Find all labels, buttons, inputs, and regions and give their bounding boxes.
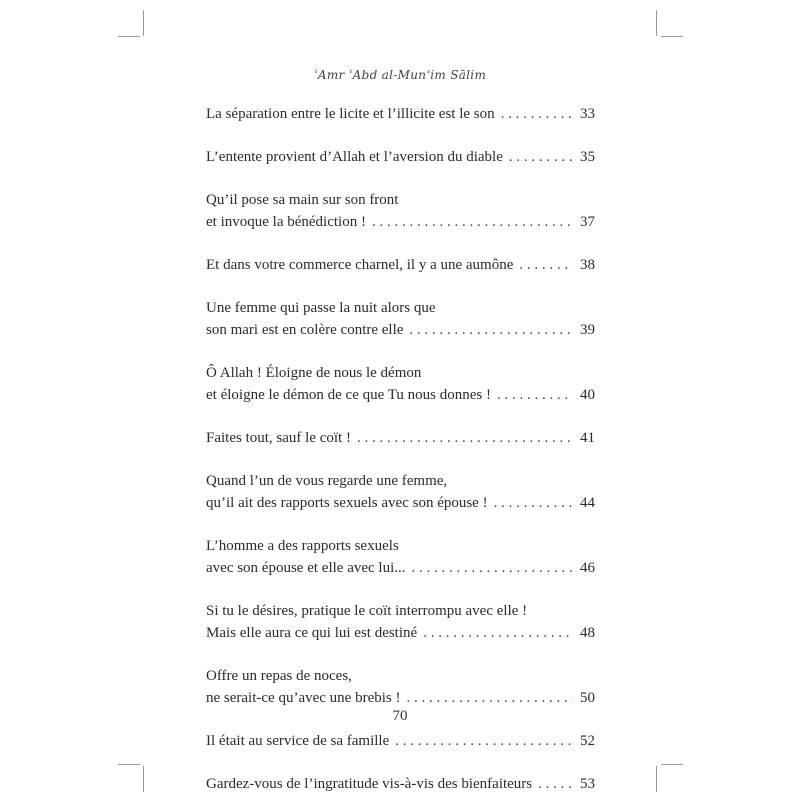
toc-entry-line <box>206 103 595 125</box>
toc-entry-page-number: 33 <box>580 106 595 122</box>
toc-entry-line <box>206 687 595 709</box>
toc-entry-title: qu’il ait des rapports sexuels avec son épouse ! <box>206 495 488 511</box>
toc-entry-title: L’homme a des rapports sexuels <box>206 538 399 554</box>
dot-leader <box>497 384 573 406</box>
dot-leader <box>501 103 573 125</box>
toc-entry-title: Faites tout, sauf le coït ! <box>206 430 351 446</box>
dot-leader <box>494 492 573 514</box>
toc-entry-title: Une femme qui passe la nuit alors que <box>206 300 436 316</box>
crop-mark-bottom-right-horizontal <box>661 764 683 765</box>
toc-entry-line <box>206 297 595 319</box>
toc-entry <box>206 146 595 168</box>
toc-entry-page-number: 46 <box>580 560 595 576</box>
toc-entry-title: et éloigne le démon de ce que Tu nous donnes ! <box>206 387 491 403</box>
toc-entry <box>206 665 595 709</box>
toc-entry-title: Quand l’un de vous regarde une femme, <box>206 473 448 489</box>
toc-entry-page-number: 48 <box>580 625 595 641</box>
crop-mark-bottom-right-vertical <box>656 766 657 792</box>
toc-entry-page-number: 52 <box>580 733 595 749</box>
toc-entry-title: Ô Allah ! Éloigne de nous le démon <box>206 365 422 381</box>
toc-entry-line <box>206 384 595 406</box>
toc-entry-title: Et dans votre commerce charnel, il y a une aumône <box>206 257 514 273</box>
toc-entry-line <box>206 600 595 622</box>
toc-entry-page-number: 50 <box>580 690 595 706</box>
toc-entry <box>206 535 595 579</box>
toc-entry-title: Mais elle aura ce qui lui est destiné <box>206 625 418 641</box>
toc-entry-line <box>206 427 595 449</box>
toc-entry-title: Si tu le désires, pratique le coït interrompu avec elle ! <box>206 603 528 619</box>
crop-mark-top-left-horizontal <box>118 36 140 37</box>
toc-entry-line <box>206 557 595 579</box>
toc-entry-title: et invoque la bénédiction ! <box>206 214 366 230</box>
toc-entry-title: ne serait-ce qu’avec une brebis ! <box>206 690 401 706</box>
toc-entry-title: avec son épouse et elle avec lui... <box>206 560 406 576</box>
toc-entry <box>206 189 595 233</box>
toc-entry <box>206 427 595 449</box>
toc-entry-page-number: 53 <box>580 776 595 792</box>
toc-entry-page-number: 41 <box>580 430 595 446</box>
toc-entry-title: Il était au service de sa famille <box>206 733 390 749</box>
toc-entry-line <box>206 254 595 276</box>
toc-entry-line <box>206 535 595 557</box>
toc-entry-line <box>206 730 595 752</box>
toc-entry <box>206 600 595 644</box>
toc-entry-line <box>206 665 595 687</box>
dot-leader <box>395 730 573 752</box>
toc-entry-title: son mari est en colère contre elle <box>206 322 404 338</box>
toc-entry-line <box>206 773 595 795</box>
toc-entry-page-number: 38 <box>580 257 595 273</box>
toc-entry-title: L’entente provient d’Allah et l’aversion du diable <box>206 149 503 165</box>
toc-entry <box>206 362 595 406</box>
dot-leader <box>412 557 574 579</box>
toc-entry-title: Offre un repas de noces, <box>206 668 352 684</box>
crop-mark-top-left-vertical <box>143 10 144 36</box>
toc-entry <box>206 730 595 752</box>
toc-entry-title: La séparation entre le licite et l’illicite est le son <box>206 106 495 122</box>
dot-leader <box>519 254 573 276</box>
toc-entry-line <box>206 492 595 514</box>
toc-entry-title: Gardez-vous de l’ingratitude vis-à-vis des bienfaiteurs <box>206 776 533 792</box>
dot-leader <box>423 622 573 644</box>
crop-mark-top-right-horizontal <box>661 36 683 37</box>
toc-entry-line <box>206 319 595 341</box>
toc-entry <box>206 103 595 125</box>
dot-leader <box>357 427 573 449</box>
dot-leader <box>409 319 573 341</box>
toc-entry-page-number: 39 <box>580 322 595 338</box>
toc-entry-page-number: 37 <box>580 214 595 230</box>
dot-leader <box>406 687 573 709</box>
toc-entry-line <box>206 146 595 168</box>
toc-entry-line <box>206 189 595 211</box>
dot-leader <box>509 146 573 168</box>
page-number: 70 <box>392 708 408 724</box>
toc-entry-page-number: 40 <box>580 387 595 403</box>
toc-entry-title: Qu’il pose sa main sur son front <box>206 192 399 208</box>
crop-mark-bottom-left-horizontal <box>118 764 140 765</box>
table-of-contents <box>206 103 595 800</box>
running-head: ʿAmr ʿAbd al-Munʿim Sālim <box>313 68 487 82</box>
crop-mark-top-right-vertical <box>656 10 657 36</box>
toc-entry <box>206 470 595 514</box>
toc-entry-line <box>206 470 595 492</box>
crop-mark-bottom-left-vertical <box>143 766 144 792</box>
dot-leader <box>538 773 573 795</box>
toc-entry <box>206 297 595 341</box>
dot-leader <box>372 211 573 233</box>
toc-entry-line <box>206 211 595 233</box>
toc-entry-page-number: 44 <box>580 495 595 511</box>
toc-entry <box>206 254 595 276</box>
toc-entry-line <box>206 362 595 384</box>
toc-entry <box>206 773 595 795</box>
toc-entry-page-number: 35 <box>580 149 595 165</box>
toc-entry-line <box>206 622 595 644</box>
